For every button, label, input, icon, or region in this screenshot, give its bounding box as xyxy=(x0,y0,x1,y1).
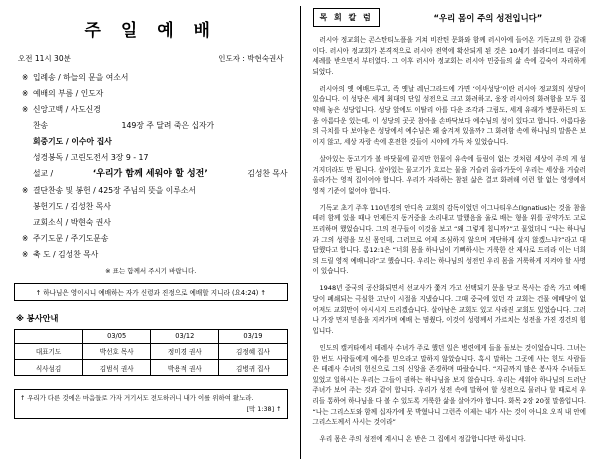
order-item xyxy=(22,250,288,260)
column-header: 03/12 xyxy=(151,329,219,343)
paragraph: 1948년 중국의 공산화되면서 선교사가 쫓겨 가고 선택되기 문을 닫고 목사는 감옥 가고 예배당이 폐쇄되는 극심한 고난이 시절을 지냈습니다. 그때 중국에 있던 각 교회는 건물 예배당이 없어져도 교회만이 아시시지 드리겠습니다. 살아남은 교회도 있고 사라진 교회도 있었습니다. 그러나 가장 먼저 믿음을 지켜가며 예배 는 멈췄다, 이것이 성령께서 가르치는 성전을 가진 경건의 힘입니다. xyxy=(312,284,586,335)
order-item xyxy=(22,218,288,228)
order-item-label: 봉헌기도 / 김성찬 목사 xyxy=(33,201,111,211)
sermon-title: ‘우리가 함께 세워야 할 성전’ xyxy=(92,168,208,179)
column-header-area xyxy=(313,8,587,27)
service-meta xyxy=(18,53,284,64)
order-item xyxy=(22,73,288,83)
order-item xyxy=(22,202,288,212)
asterisk-icon: ※ xyxy=(22,233,29,243)
row-label: 대표기도 xyxy=(15,343,83,359)
asterisk-icon: ※ xyxy=(22,249,29,259)
service-leader: 인도자 : 박현숙권사 xyxy=(218,54,284,63)
column-body xyxy=(313,35,587,445)
table-cell: 박선호 목사 xyxy=(83,343,151,359)
table-cell: 박용적 권사 xyxy=(151,359,219,375)
order-item-detail: 149장 주 달려 죽은 십자가 xyxy=(121,120,215,130)
order-item-label: 회중기도 / 이수아 집사 xyxy=(33,136,112,146)
column-header: 03/05 xyxy=(83,329,151,343)
order-footnote: ※ 표는 함께서 주시기 바랍니다. xyxy=(105,266,197,275)
paragraph: 인도의 캘커타에서 테레사 수녀가 주로 했던 일은 병련에게 들을 돌보는 것이었습니다. 그녀는 한 번도 사람들에게 예수를 믿으라고 말하지 않았습니다. 혹시 말하는 그곳에 사는 힌도 사람들은 테레사 수녀의 헌신으로 그의 신앙을 존경하며 따랐습니다. “지금까지 많은 봉사자 수녀들도 있었고 일하시는 우리는 그들이 권하는 하나님을 보지 않습니다. 우리는 세워야 하나님의 드러난 주녀가 보여 주는 것과 같이 합니다. 우리가 성전 속에 말하여 할 성전으로 물러나 할 때로서 우리들 통하여 하나님을 다 볼 수 있도록 거룩한 삶을 살아가야 합니다. 화목 2장 20절 말씀입니다. “나는 그리스도와 함께 십자가에 못 박혔나니 그런즉 이제는 내가 사는 것이 아니요 오직 내 안에 그리스도께서 사시는 것이라” xyxy=(312,343,586,427)
order-item-label: 축 도 / 김성찬 목사 xyxy=(33,249,99,259)
paragraph: 기독교 초기 주후 110년경의 안디옥 교회의 감독이었던 이그나티우스(Ignatius)는 것을 참을 테러 함께 있을 때나 언제든지 동거중을 소리내고 말했음을 울로 배는 형을 위를 공약가도 고로프리하며 했었습니다. 그의 전구들이 이것을 보고 “왜 그렇게 칩니까?”고 물었더니 “나는 하나님과 그의 성령을 모신 몸인데, 그러므로 어제 조심하지 않으며 게단하게 살지 않겠느냐?”라고 대답했다고 합니다. 롬12:1은 “너희 몸을 하나님이 기뻐하시는 거룩한 산 제사로 드리라 이는 너희의 드릴 영적 예배니라”고 했습니다. 우리는 하나님의 성전인 우리 몸을 거룩하게 지켜야 할 사명이 있습니다. xyxy=(312,203,586,276)
order-item-scripture xyxy=(22,153,288,163)
table-cell: 정미경 권사 xyxy=(151,343,219,359)
order-item-hymn xyxy=(22,121,288,131)
column-header xyxy=(15,329,83,343)
service-time: 오전 11시 30분 xyxy=(18,54,71,63)
order-item-prayer xyxy=(22,137,288,147)
verse-box: ↑ 하나님은 영이시니 예배하는 자가 신령과 진정으로 예배할 지니라 (요4:24) ↑ xyxy=(14,283,288,301)
order-item xyxy=(22,105,288,115)
bottom-verse-text: ↑ 우리가 다른 것에은 마음들로 가자 거기서도 전도하러니 내가 이를 위하여 왔노라. xyxy=(20,394,254,403)
order-item-label: 결단찬송 및 봉헌 / 425장 주님의 뜻을 이루소서 xyxy=(33,185,196,195)
table-header-row xyxy=(15,329,288,343)
order-item-sermon xyxy=(22,169,288,180)
table-row xyxy=(15,359,288,375)
sermon-preacher: 김성찬 목사 xyxy=(247,168,288,178)
order-item xyxy=(22,234,288,244)
page-title: 주 일 예 배 xyxy=(84,21,217,41)
order-item-label: 신앙고백 / 사도신경 xyxy=(33,104,101,114)
asterisk-icon: ※ xyxy=(22,104,29,114)
table-row xyxy=(15,343,288,359)
row-label: 식사섬김 xyxy=(15,359,83,375)
order-item-label: 성경봉독 / 고린도전서 3장 9 - 17 xyxy=(33,152,149,162)
column-label: 목 회 칼 럼 xyxy=(313,8,380,27)
table-cell: 김정혜 집사 xyxy=(219,343,287,359)
paragraph: 우리 몸은 주의 성전에 계시니 온 받은 그 집에서 정갈합니다만 하십니다. xyxy=(319,435,526,444)
asterisk-icon: ※ xyxy=(22,185,29,195)
table-cell: 김병귀 집사 xyxy=(219,359,287,375)
column-header: 03/19 xyxy=(219,329,287,343)
order-item xyxy=(22,89,288,99)
order-item-label: 찬송 xyxy=(33,120,49,130)
asterisk-icon: ※ xyxy=(22,73,29,82)
order-of-worship xyxy=(22,73,288,259)
paragraph: 살아있는 동고기가 볼 바닷물에 끝지만 헌물이 유속에 들림이 없는 것처럼 세상이 주의 게 섬겨지더라도 만 됩니다. 살아있는 물고기가 흐르는 물을 거슬러 올라가듯이 우리는 세상을 거슬러 올라가는 영적 집이어야 합니다. 우리가 자라하는 참된 삶은 결코 화려해 이런 할 없는 영생에서 영적 기준이 없어야 합니다. xyxy=(312,154,586,195)
paragraph: 러시아의 옛 예배드루고, 즉 옛날 레닌그라드에 가면 ‘이사성당’이란 러시아 정교회의 성당이 있습니다. 이 성당은 세계 최대의 단일 성전으로 크고 화려하고, 웅장 러시아의 화려함을 모두 집약해 놓은 성당입니다. 성당 앞에도 이탈리 아를 다운 조각과 그림도, 세계 유래가 병문하든의 도움 아름다운 있는데, 이 성당의 곳곳 참아을 손바닥보다 예수님의 성이 있다고 합니다. 아름다움의 극치를 다 보아놓은 성당에서 예수님은 왜 숨겨져 있을까? 그 화려함 속에 하나님의 말씀은 보이지 않고, 세상 자랑 속에 혼전한 것들이 시야에 가득 차 있었습니다. xyxy=(312,84,586,146)
order-item-label: 교회소식 / 박현숙 권사 xyxy=(33,217,111,227)
order-item-label: 주기도문 / 주기도문송 xyxy=(33,233,109,243)
order-item xyxy=(22,186,288,196)
order-item-label: 입례송 / 하늘의 문을 여소서 xyxy=(33,73,129,82)
service-roster-heading: ※ 봉사안내 xyxy=(16,312,59,323)
order-item-label: 예배의 부름 / 인도자 xyxy=(33,88,104,98)
table-cell: 김범식 권사 xyxy=(83,359,151,375)
sermon-label: 설교 / xyxy=(33,168,54,178)
paragraph: 러시아 정교회는 콘스탄티노플을 거쳐 비잔틴 문화와 함께 러시아에 들어온 기독교의 한 갈래이다. 러시아 정교회가 본격적으로 러시아 전역에 확산되게 된 것은 10세기 블라디미르 대공이 세례를 받으면서 부터였다. 그 이후 러시아 정교회는 러시아 민중들의 삶 속에 깊숙이 자리하게 되었다. xyxy=(312,36,586,76)
service-roster-table xyxy=(14,329,288,377)
bottom-verse-box xyxy=(14,389,288,419)
column-title: “우리 몸이 주의 성전입니다” xyxy=(433,12,543,23)
right-column xyxy=(301,0,600,465)
asterisk-icon: ※ xyxy=(22,88,29,98)
bottom-verse-reference: [막 1:38] ↑ xyxy=(246,404,282,413)
